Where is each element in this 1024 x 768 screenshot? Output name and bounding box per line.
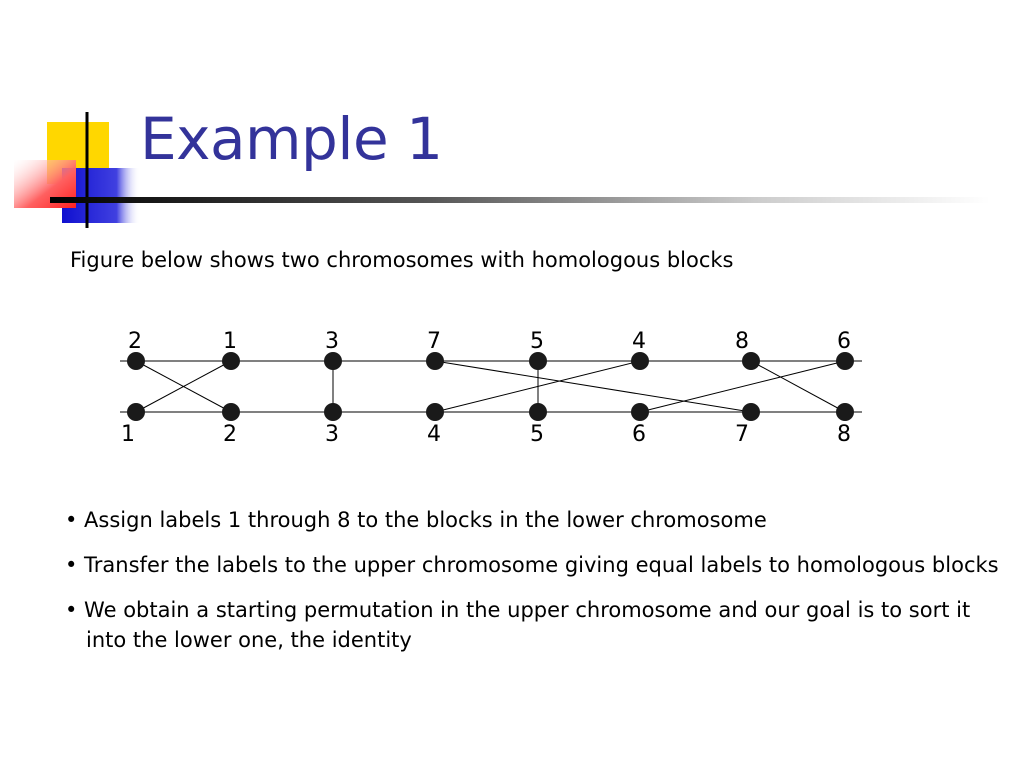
- lower-block: [222, 403, 240, 421]
- lower-block: [324, 403, 342, 421]
- slide-title: Example 1: [140, 105, 443, 173]
- intro-text: Figure below shows two chromosomes with homologous blocks: [70, 248, 734, 272]
- connection-block-8: [751, 361, 845, 412]
- upper-block: [742, 352, 760, 370]
- upper-block: [631, 352, 649, 370]
- lower-label: 5: [530, 422, 544, 447]
- upper-block: [426, 352, 444, 370]
- upper-label: 8: [735, 329, 749, 354]
- upper-label: 6: [837, 329, 851, 354]
- lower-block: [127, 403, 145, 421]
- lower-block: [631, 403, 649, 421]
- lower-block: [529, 403, 547, 421]
- connection-block-6: [640, 361, 845, 412]
- homology-connections: [136, 361, 845, 412]
- upper-block: [324, 352, 342, 370]
- upper-block: [836, 352, 854, 370]
- bullet-item: • Assign labels 1 through 8 to the blocks in the lower chromosome: [65, 508, 767, 532]
- upper-block: [127, 352, 145, 370]
- upper-label: 3: [325, 329, 339, 354]
- upper-label: 4: [632, 329, 646, 354]
- lower-label: 8: [837, 422, 851, 447]
- connection-block-7: [435, 361, 751, 412]
- lower-block: [836, 403, 854, 421]
- bullet-item: • Transfer the labels to the upper chromosome giving equal labels to homologous blocks: [65, 553, 999, 577]
- upper-label: 1: [223, 329, 237, 354]
- lower-label: 1: [121, 422, 135, 447]
- lower-label: 2: [223, 422, 237, 447]
- upper-block: [529, 352, 547, 370]
- lower-block: [426, 403, 444, 421]
- upper-label: 7: [427, 329, 441, 354]
- lower-block: [742, 403, 760, 421]
- lower-label: 7: [735, 422, 749, 447]
- lower-label: 4: [427, 422, 441, 447]
- lower-label: 6: [632, 422, 646, 447]
- bullet-list: [60, 505, 1000, 670]
- upper-labels: [128, 329, 851, 354]
- upper-label: 2: [128, 329, 142, 354]
- upper-block: [222, 352, 240, 370]
- upper-label: 5: [530, 329, 544, 354]
- lower-label: 3: [325, 422, 339, 447]
- lower-labels: [121, 422, 851, 447]
- bullet-item: • We obtain a starting permutation in the upper chromosome and our goal is to sort it into the lower one, the identity: [65, 598, 971, 652]
